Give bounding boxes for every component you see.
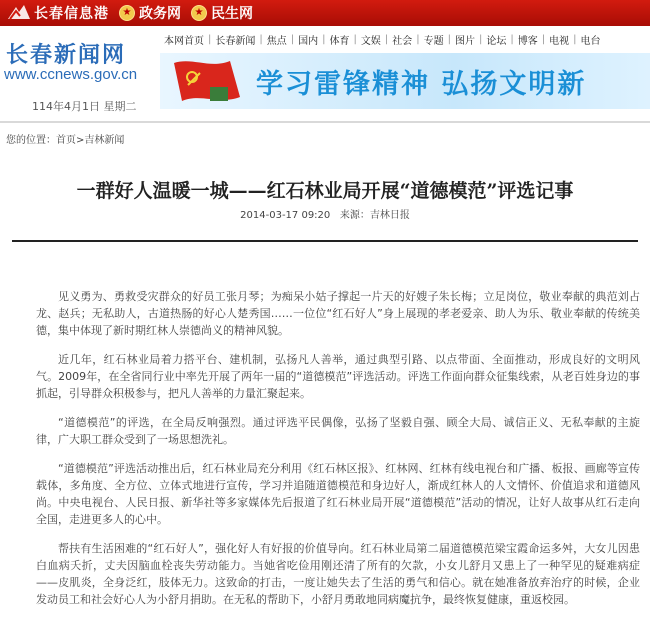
site-logo-icon (6, 3, 32, 23)
campaign-banner[interactable] (160, 53, 650, 109)
brand-name[interactable]: 长春新闻网 (6, 42, 127, 68)
nav-separator: | (290, 33, 295, 45)
nav-separator: | (447, 33, 451, 45)
article-paragraph: “道德模范”评选活动推出后，红石林业局充分利用《红石林区报》、红林网、红林有线电视台和广播、板报、画廊等宣传载体，多角度、全方位、立体式地进行宣传，学习并追随道德模范和身边好人，渐成红林人的人文情怀、价值追求和道德风尚。中央电视台、人民日报、新华社等多家媒体先后报道了红石林业局开展“道德模范”活动的情况，让好人故事从红石走向全国，走进更多人的心中。 (36, 462, 640, 526)
article-paragraph: “道德模范”的评选，在全局反响强烈。通过评选平民偶像，弘扬了坚毅自强、顾全大局、诚信正义、无私奉献的主旋律，广大职工群众受到了一场思想洗礼。 (36, 416, 640, 446)
breadcrumb-prefix: 您的位置： (6, 135, 56, 146)
top-link-livelihood[interactable]: 民生网 (211, 6, 253, 22)
nav-item-domestic[interactable]: 国内 (298, 35, 319, 47)
article-paragraph: 见义勇为、勇救受灾群众的好员工张月琴；为痴呆小姑子撑起一片天的好嫂子朱长梅；立足岗位，敬业奉献的典范刘占龙、赵兵；无私助人，古道热肠的好心人楚秀国……一位位“红石好人”身上展现的孝老爱亲、助人为乐、敬业奉献的传统美德，集中体现了新时期红林人崇德尚义的精神风貌。 (36, 290, 640, 337)
nav-item-sports[interactable]: 体育 (329, 35, 350, 47)
nav-item-special[interactable]: 专题 (423, 35, 444, 47)
nav-separator: | (573, 33, 577, 45)
top-bar (0, 0, 650, 26)
article-datetime: 2014-03-17 09:20 (240, 210, 331, 221)
nav-separator: | (353, 33, 357, 45)
article-paragraph: 近几年，红石林业局着力搭平台、建机制，弘扬凡人善举，通过典型引路、以点带面、全面推动，形成良好的文明风气。2009年，在全省同行业中率先开展了两年一届的“道德模范”评选活动。评选工作面向群众征集线索，从老百姓身边的事抓起，引导群众积极参与，把凡人善举的力量汇聚起来。 (36, 353, 640, 400)
nav-separator: | (208, 33, 212, 45)
article-meta (0, 206, 650, 221)
breadcrumb-section[interactable]: 吉林新闻 (84, 135, 125, 146)
source-label: 来源： (339, 210, 370, 221)
top-link-gov[interactable]: 政务网 (139, 6, 181, 22)
nav-item-society[interactable]: 社会 (392, 35, 413, 47)
article-title: 一群好人温暖一城——红石林业局开展“道德模范”评选记事 (76, 179, 574, 202)
nav-item-blog[interactable]: 博客 (517, 35, 538, 47)
breadcrumb (6, 131, 124, 146)
nav-item-entertainment[interactable]: 文娱 (360, 35, 381, 47)
header-divider (0, 121, 650, 123)
article-source[interactable]: 吉林日报 (369, 210, 410, 221)
header (0, 26, 650, 120)
nav-item-radio[interactable]: 电台 (580, 35, 601, 47)
nav-separator: | (541, 33, 546, 45)
emblem-icon: ★ (119, 5, 135, 21)
nav-separator: | (479, 33, 483, 45)
nav-separator: | (384, 33, 389, 45)
party-flag-icon (170, 57, 248, 107)
nav-item-home[interactable]: 本网首页 (164, 35, 204, 47)
nav-separator: | (322, 33, 326, 45)
banner-slogan: 学习雷锋精神 弘扬文明新 (256, 69, 587, 100)
breadcrumb-home[interactable]: 首页 (56, 135, 76, 146)
nav-item-photos[interactable]: 图片 (455, 35, 475, 47)
nav-separator: | (416, 33, 420, 45)
header-date: 114年4月1日 星期二 (32, 100, 137, 113)
brand-url[interactable]: www.ccnews.gov.cn (4, 66, 138, 83)
title-divider (12, 240, 638, 242)
article-body (36, 288, 640, 620)
emblem-icon: ★ (191, 5, 207, 21)
nav-item-tv[interactable]: 电视 (549, 35, 570, 47)
article-paragraph: 帮扶有生活困难的“红石好人”，强化好人有好报的价值导向。红石林业局第二届道德模范梁宝霞命运多舛，大女儿因患白血病夭折，丈夫因脑血栓丧失劳动能力。当她省吃俭用刚还清了所有的欠款，小女儿舒月又患上了一种罕见的疑难病症——皮肌炎，全身泛红，肢体无力。这致命的打击，一度让她失去了生活的勇气和信心。就在她准备放弃治疗的时候，企业发动员工和社会好心人为小舒月捐助。在无私的帮助下，小舒月勇敢地同病魔抗争，最终恢复健康，重返校园。 (36, 542, 640, 606)
main-nav (160, 28, 650, 50)
nav-separator: | (510, 33, 514, 45)
nav-item-forum[interactable]: 论坛 (486, 35, 507, 47)
breadcrumb-separator: > (76, 135, 85, 146)
nav-item-focus[interactable]: 焦点 (266, 35, 287, 47)
site-title[interactable]: 长春信息港 (34, 6, 109, 22)
nav-separator: | (259, 33, 263, 45)
nav-item-changchun-news[interactable]: 长春新闻 (215, 35, 256, 47)
